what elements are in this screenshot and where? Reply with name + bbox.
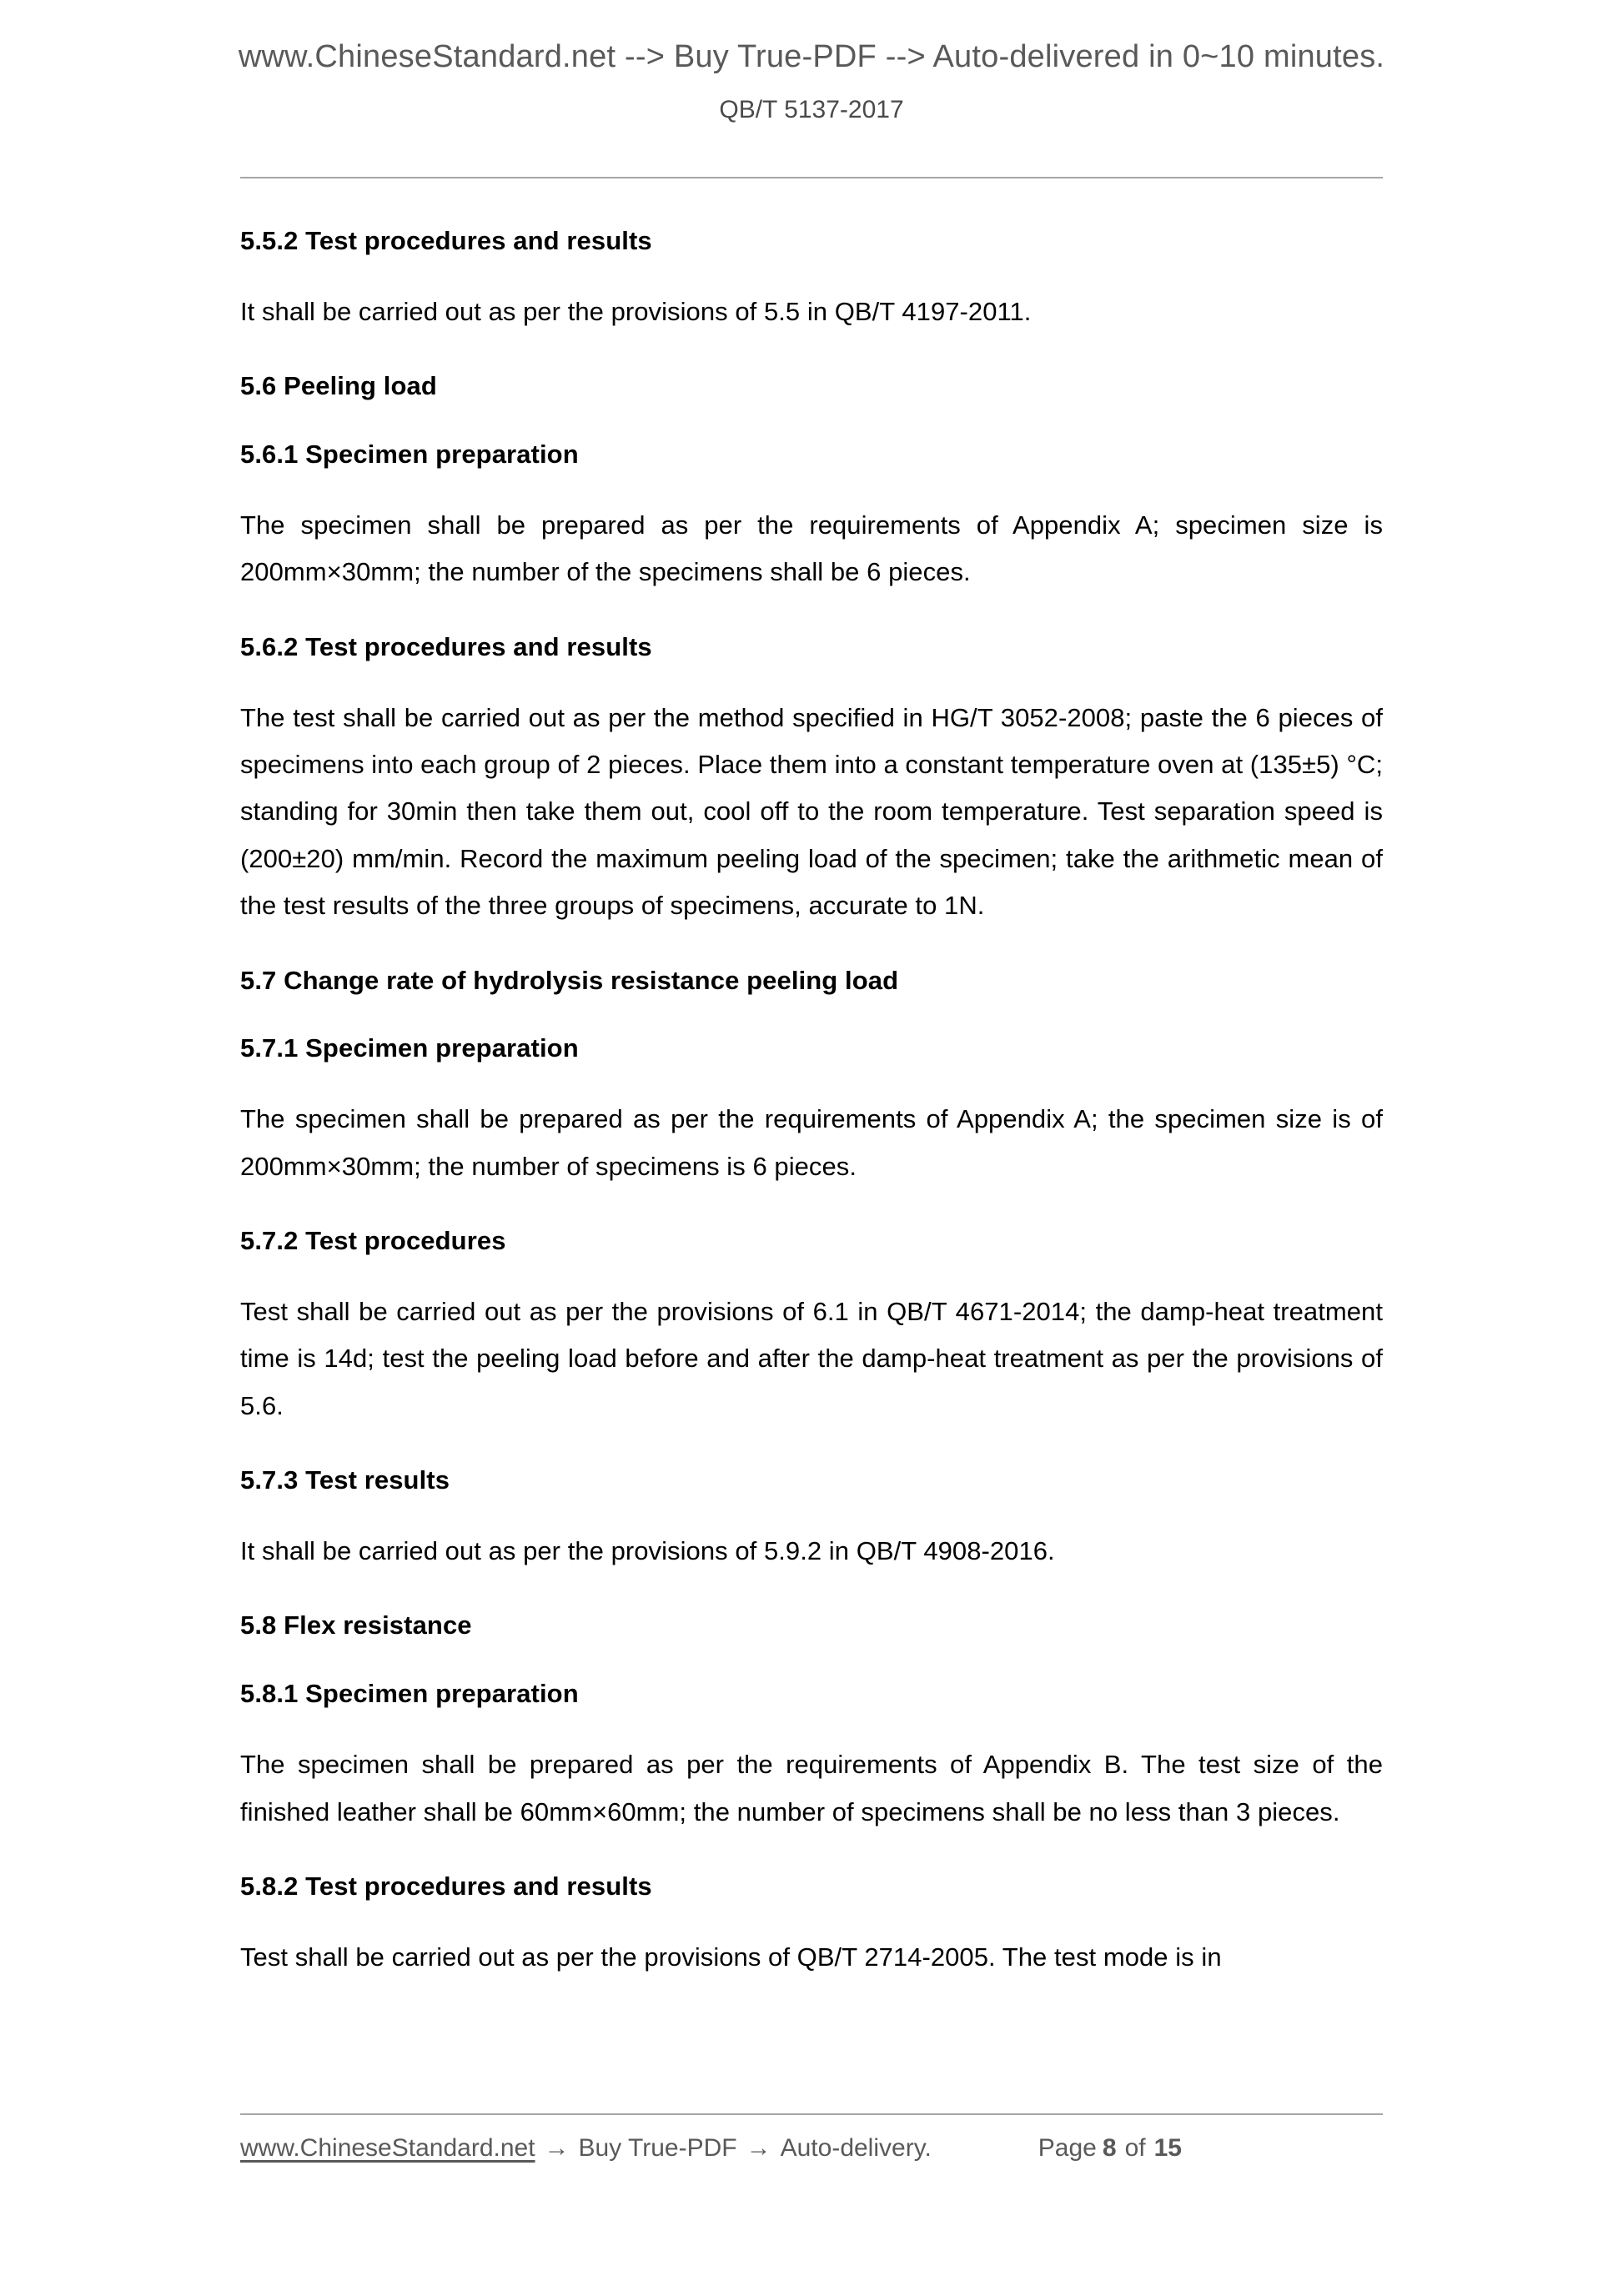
body-paragraph: The specimen shall be prepared as per the requirements of Appendix A; the specimen size is of 200mm×30mm; the number of specimens is 6 pieces. xyxy=(240,1104,1383,1181)
document-body xyxy=(240,224,1383,1981)
header-promo-text: www.ChineseStandard.net --> Buy True-PDF --> Auto-delivered in 0~10 minutes. xyxy=(238,39,1385,74)
footer-page-info xyxy=(1038,2132,1188,2164)
footer-buy-label: Buy True-PDF xyxy=(578,2134,737,2162)
section-heading: 5.7 Change rate of hydrolysis resistance peeling load xyxy=(240,965,899,995)
header-divider xyxy=(240,177,1383,178)
footer-delivery-label: Auto-delivery. xyxy=(780,2134,932,2162)
body-paragraph: The specimen shall be prepared as per the requirements of Appendix B. The test size of the finished leather shall be 60mm×60mm; the number of specimens shall be no less than 3 pieces. xyxy=(240,1750,1383,1826)
footer-total-pages: 15 xyxy=(1153,2134,1182,2162)
footer-page-label: Page xyxy=(1038,2134,1097,2162)
section-heading: 5.8.2 Test procedures and results xyxy=(240,1871,652,1901)
footer-divider xyxy=(240,2113,1383,2115)
body-paragraph: It shall be carried out as per the provisions of 5.9.2 in QB/T 4908-2016. xyxy=(240,1536,1055,1566)
body-paragraph: Test shall be carried out as per the provisions of QB/T 2714-2005. The test mode is in xyxy=(240,1942,1222,1972)
body-paragraph: Test shall be carried out as per the provisions of 6.1 in QB/T 4671-2014; the damp-heat treatment time is 14d; test the peeling load before and after the damp-heat treatment as per the provisions of 5.6. xyxy=(240,1296,1383,1420)
footer-arrow-icon-1: → xyxy=(544,2134,570,2162)
header-standard-code: QB/T 5137-2017 xyxy=(719,95,904,123)
body-paragraph: The test shall be carried out as per the method specified in HG/T 3052-2008; paste the 6 pieces of specimens into each group of 2 pieces. Place them into a constant temperature oven at (135±5) °C; standing for 30min then take them out, cool off to the room temperature. Test separation speed is (200±20) mm/min. Record the maximum peeling load of the specimen; take the arithmetic mean of the test results of the three groups of specimens, accurate to 1N. xyxy=(240,702,1383,921)
section-heading: 5.7.3 Test results xyxy=(240,1465,450,1495)
section-heading: 5.7.1 Specimen preparation xyxy=(240,1033,579,1063)
section-heading: 5.6.2 Test procedures and results xyxy=(240,631,652,661)
section-heading: 5.8 Flex resistance xyxy=(240,1610,472,1640)
footer-arrow-icon-2: → xyxy=(746,2134,771,2162)
section-heading: 5.5.2 Test procedures and results xyxy=(240,226,652,255)
section-heading: 5.6 Peeling load xyxy=(240,371,437,401)
page-footer xyxy=(240,2132,1383,2164)
section-heading: 5.8.1 Specimen preparation xyxy=(240,1679,579,1709)
footer-page-number: 8 xyxy=(1102,2134,1117,2162)
footer-of-label: of xyxy=(1124,2134,1146,2162)
body-paragraph: It shall be carried out as per the provisions of 5.5 in QB/T 4197-2011. xyxy=(240,296,1032,326)
section-heading: 5.7.2 Test procedures xyxy=(240,1226,506,1256)
body-paragraph: The specimen shall be prepared as per the requirements of Appendix A; specimen size is 200mm×30mm; the number of the specimens shall be 6 pieces. xyxy=(240,510,1383,587)
section-heading: 5.6.1 Specimen preparation xyxy=(240,440,579,470)
page-header xyxy=(0,38,1623,125)
footer-website-link[interactable]: www.ChineseStandard.net xyxy=(240,2134,535,2162)
